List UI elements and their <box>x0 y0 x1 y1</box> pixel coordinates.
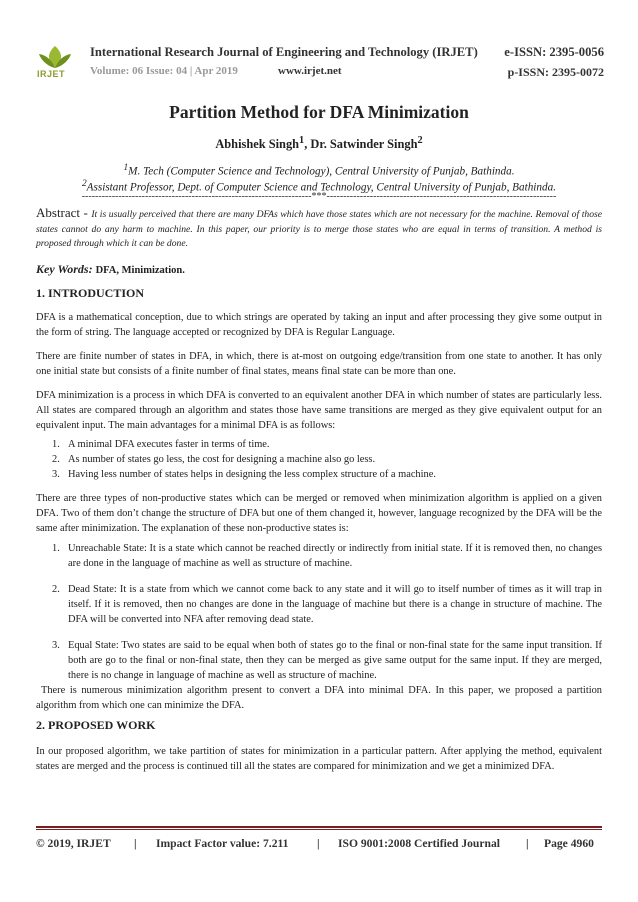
logo-text: IRJET <box>37 69 66 79</box>
journal-name: International Research Journal of Engineering and Technology (IRJET) <box>90 45 478 59</box>
keywords <box>36 262 185 277</box>
list-item-number: 2. <box>52 454 60 465</box>
affiliation-2-sup: 2 <box>82 179 87 189</box>
keywords-value: DFA, Minimization. <box>95 265 185 276</box>
intro-paragraph-2: There are finite number of states in DFA, in which, there is at-most on outgoing edge/transition from one state to another. It has only one initial state but consists of a finite number of final states, means final state can be more than one. <box>36 351 602 377</box>
list-item-number: 2. <box>52 584 60 595</box>
footer-iso: ISO 9001:2008 Certified Journal <box>338 837 500 850</box>
journal-header <box>34 44 604 84</box>
list-item-text: Dead State: It is a state from which we cannot come back to any state and it will go to itself number of times as it will trap in itself. If it is removed, then no changes are done in the language of machine but there is a change in structure of machine. The DFA will be converted into NFA after removing dead state. <box>68 584 602 625</box>
list-item-number: 3. <box>52 640 60 651</box>
footer-impact-factor: Impact Factor value: 7.211 <box>156 837 289 850</box>
list-item <box>50 582 602 627</box>
list-item <box>50 638 602 683</box>
footer-divider <box>36 826 602 828</box>
list-item <box>50 467 602 482</box>
proposed-paragraph-1: In our proposed algorithm, we take partition of states for minimization in a particular pattern. After applying the method, equivalent states are merged and the process is continued till all the states are compared for minimization and we get a minimized DFA. <box>36 746 602 772</box>
list-item <box>50 437 602 452</box>
affiliation-1-sup: 1 <box>123 163 129 173</box>
p-issn: p-ISSN: 2395-0072 <box>507 65 604 79</box>
abstract-label: Abstract - <box>36 205 92 220</box>
footer-separator: | <box>526 837 529 850</box>
intro-paragraph-4: There are three types of non-productive states which can be merged or removed when minimization algorithm is applied on a given DFA. Two of them don’t change the structure of DFA but one of them changed it, however, language recognized by the DFA will be the same after minimization. The explanation of these non-productive states is: <box>36 493 602 534</box>
author-1: Abhishek Singh <box>215 137 300 152</box>
section-1-heading: 1. INTRODUCTION <box>36 286 145 300</box>
intro-paragraph-3: DFA minimization is a process in which DFA is converted to an equivalent another DFA in which number of states are particularly less. All states are compared through an algorithm and states those have same transitions are merged as they give equivalent output for an equivalent input. The main advantages for a minimal DFA is as follows: <box>36 390 602 431</box>
section-2-heading: 2. PROPOSED WORK <box>36 718 156 732</box>
keywords-label: Key Words <box>36 262 89 276</box>
intro-paragraph-1: DFA is a mathematical conception, due to which strings are operated by taking an input and after processing they give some output in the form of string. The language accepted or recognized by DFA is Regular Language. <box>36 312 602 338</box>
list-item-text: Unreachable State: It is a state which cannot be reached directly or indirectly from initial state. If it is removed then, no changes are done in the language of machine as well as structure of machine. <box>68 543 602 569</box>
affiliation-1-text: M. Tech (Computer Science and Technology), Central University of Punjab, Bathinda. <box>128 165 515 178</box>
list-item <box>50 541 602 571</box>
affiliation-2-text: Assistant Professor, Dept. of Computer Science and Technology, Central University of Punjab, Bathinda. <box>86 181 556 194</box>
footer-page-number: Page 4960 <box>544 837 594 850</box>
author-1-sup: 1 <box>299 135 305 146</box>
list-item-text: Having less number of states helps in designing the less complex structure of a machine. <box>68 469 436 480</box>
affiliation-1 <box>0 163 638 178</box>
footer-copyright: © 2019, IRJET <box>36 837 111 850</box>
advantages-list <box>50 437 602 482</box>
keywords-colon: : <box>88 262 96 276</box>
author-2-sup: 2 <box>417 135 423 146</box>
list-item-text: As number of states go less, the cost for designing a machine also go less. <box>68 454 376 465</box>
volume-issue: Volume: 06 Issue: 04 | Apr 2019 <box>90 65 238 77</box>
list-item-text: A minimal DFA executes faster in terms of time. <box>68 439 270 450</box>
abstract <box>36 206 602 252</box>
journal-website-link[interactable]: www.irjet.net <box>278 65 342 77</box>
intro-paragraph-5: There is numerous minimization algorithm present to convert a DFA into minimal DFA. In this paper, we proposed a partition algorithm from which one can minimize the DFA. <box>36 685 602 711</box>
e-issn: e-ISSN: 2395-0056 <box>504 45 604 59</box>
footer-separator: | <box>317 837 320 850</box>
footer-divider-thin <box>36 829 602 830</box>
abstract-text: It is usually perceived that there are many DFAs which have those states which are not necessary for the machine. Removal of those states cannot do any harm to machine. In this paper, our priority is to merge those states who are equal in terms of transition. A method is proposed through which it can be done. <box>36 209 602 249</box>
paper-authors <box>0 135 638 152</box>
author-2: , Dr. Satwinder Singh <box>304 137 418 152</box>
states-list <box>50 541 602 683</box>
list-item-number: 1. <box>52 543 60 554</box>
list-item-text: Equal State: Two states are said to be equal when both of states go to the final or non-final state for the same input transition. If both are go to the final or non-final state, then they can be merged as give same output for the same input. If they are merged, there is no change in language of machine as well as structure of machine. <box>68 640 602 681</box>
paper-title: Partition Method for DFA Minimization <box>169 102 469 122</box>
list-item <box>50 452 602 467</box>
list-item-number: 3. <box>52 469 60 480</box>
separator-line: ---------------------------------------------------------------------***--------------------------------------------------------------------- <box>81 191 557 202</box>
footer-separator: | <box>134 837 137 850</box>
list-item-number: 1. <box>52 439 60 450</box>
